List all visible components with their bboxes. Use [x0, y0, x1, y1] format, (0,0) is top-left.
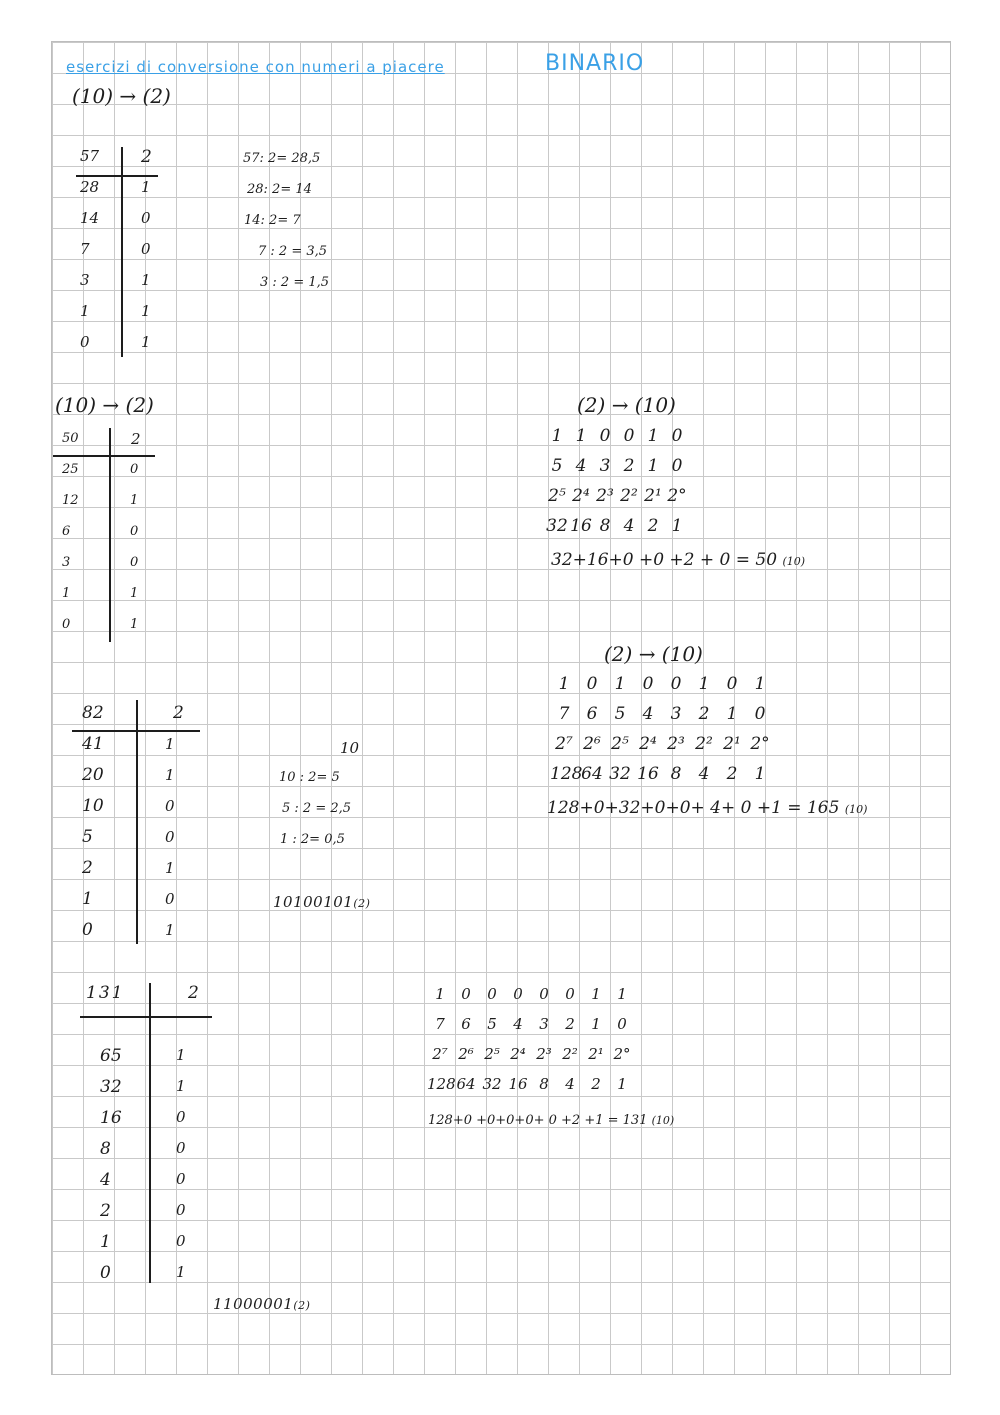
ex2-remainder: 1 [130, 617, 139, 632]
ex3-bit-cell: 0 [599, 426, 611, 446]
ex5-dividend: 1 [82, 889, 93, 909]
ex7-value-cell: 2 [591, 1075, 601, 1093]
ex5-note: 5 : 2 = 2,5 [282, 801, 352, 816]
ex6-vertical-divider [149, 983, 151, 1283]
ex4-power-cell: 2¹ [723, 734, 741, 754]
ex4-position-cell: 3 [670, 704, 682, 724]
ex4-position-cell: 4 [642, 704, 654, 724]
ex7-bit-cell: 0 [513, 985, 523, 1003]
ex1-note: 28: 2= 14 [247, 182, 312, 197]
ex6-remainder: 0 [176, 1170, 186, 1188]
ex1-dividend: 0 [80, 333, 90, 351]
ex3-position-cell: 0 [671, 456, 683, 476]
ex7-bit-cell: 0 [461, 985, 471, 1003]
ex7-power-cell: 2¹ [588, 1045, 604, 1063]
ex4-bit-cell: 0 [586, 674, 598, 694]
ex4-bit-cell: 1 [698, 674, 710, 694]
ex4-value-cell: 64 [581, 764, 603, 784]
ex3-value-cell: 4 [623, 516, 635, 536]
ex5-dividend: 5 [82, 827, 93, 847]
ex7-value-cell: 128 [427, 1075, 456, 1093]
ex6-dividend: 16 [100, 1108, 122, 1128]
ex6-horizontal-divider [80, 1016, 212, 1018]
ex7-power-cell: 2° [613, 1045, 631, 1063]
ex5-result-text: 10100101 [273, 893, 354, 911]
ex3-power-cell: 2⁴ [572, 486, 590, 506]
ex7-bit-cell: 1 [435, 985, 445, 1003]
ex5-remainder: 1 [165, 859, 175, 877]
ex4-bit-cell: 1 [614, 674, 626, 694]
ex4-conversion-label: (2) → (10) [604, 642, 703, 666]
header-title: BINARIO [545, 51, 645, 76]
ex2-divisor: 2 [131, 430, 141, 448]
ex7-position-cell: 6 [461, 1015, 471, 1033]
ex4-position-cell: 5 [614, 704, 626, 724]
ex1-note: 3 : 2 = 1,5 [260, 275, 330, 290]
ex5-divisor: 2 [173, 703, 184, 723]
ex3-value-cell: 32 [546, 516, 568, 536]
ex5-remainder: 0 [165, 828, 175, 846]
ex4-position-cell: 1 [726, 704, 738, 724]
ex5-remainder: 1 [165, 921, 175, 939]
ex1-dividend: 1 [80, 302, 90, 320]
ex3-power-cell: 2¹ [644, 486, 662, 506]
ex6-remainder: 0 [176, 1232, 186, 1250]
ex3-power-cell: 2³ [596, 486, 614, 506]
ex1-note: 14: 2= 7 [244, 213, 301, 228]
ex5-horizontal-divider [72, 730, 200, 732]
ex7-position-cell: 7 [435, 1015, 445, 1033]
ex3-sum [551, 552, 805, 569]
ex6-dividend: 65 [100, 1046, 122, 1066]
ex1-vertical-divider [121, 147, 123, 357]
ex4-value-cell: 2 [726, 764, 738, 784]
ex7-power-cell: 2⁴ [510, 1045, 526, 1063]
ex3-power-cell: 2² [620, 486, 638, 506]
ex4-power-cell: 2² [695, 734, 713, 754]
ex5-remainder: 1 [165, 766, 175, 784]
ex3-position-cell: 5 [551, 456, 563, 476]
ex4-position-cell: 6 [586, 704, 598, 724]
ex4-value-cell: 1 [754, 764, 766, 784]
ex1-dividend: 57 [80, 147, 100, 165]
ex3-position-cell: 4 [575, 456, 587, 476]
ex5-result [273, 895, 370, 910]
ex3-power-cell: 2⁵ [548, 486, 566, 506]
ex7-position-cell: 5 [487, 1015, 497, 1033]
grid-paper-sheet [51, 41, 951, 1375]
ex3-bit-cell: 1 [575, 426, 587, 446]
ex7-bit-cell: 0 [487, 985, 497, 1003]
ex5-remainder: 0 [165, 797, 175, 815]
ex7-bit-cell: 1 [591, 985, 601, 1003]
ex2-dividend: 3 [62, 555, 71, 570]
ex5-result-base: (2) [353, 897, 371, 910]
ex3-sum-base: (10) [782, 555, 806, 568]
ex2-dividend: 12 [62, 493, 79, 508]
ex4-value-cell: 128 [550, 764, 583, 784]
ex6-remainder: 1 [176, 1046, 186, 1064]
ex3-sum-text: 32+16+0 +0 +2 + 0 = 50 [551, 550, 778, 570]
ex1-remainder: 0 [141, 240, 151, 258]
ex1-dividend: 3 [80, 271, 90, 289]
ex7-sum-text: 128+0 +0+0+0+ 0 +2 +1 = 131 [428, 1113, 648, 1128]
ex1-dividend: 7 [80, 240, 90, 258]
ex4-position-cell: 0 [754, 704, 766, 724]
ex5-dividend: 20 [82, 765, 104, 785]
ex1-remainder: 1 [141, 333, 151, 351]
ex4-bit-cell: 1 [754, 674, 766, 694]
ex3-bit-cell: 0 [623, 426, 635, 446]
header-subtitle: esercizi di conversione con numeri a piacere [66, 58, 445, 76]
ex7-power-cell: 2⁷ [432, 1045, 448, 1063]
ex2-dividend: 25 [62, 462, 79, 477]
ex6-remainder: 1 [176, 1263, 186, 1281]
ex7-power-cell: 2³ [536, 1045, 552, 1063]
ex4-bit-cell: 0 [642, 674, 654, 694]
ex6-dividend: 4 [100, 1170, 111, 1190]
ex4-power-cell: 2⁶ [583, 734, 601, 754]
ex6-dividend: 1 [100, 1232, 111, 1252]
ex6-dividend: 8 [100, 1139, 111, 1159]
ex3-value-cell: 16 [570, 516, 592, 536]
ex1-dividend: 14 [80, 209, 100, 227]
ex7-bit-cell: 0 [565, 985, 575, 1003]
ex4-position-cell: 7 [558, 704, 570, 724]
ex3-value-cell: 8 [599, 516, 611, 536]
ex3-position-cell: 1 [647, 456, 659, 476]
ex6-dividend: 32 [100, 1077, 122, 1097]
ex4-value-cell: 32 [609, 764, 631, 784]
ex7-power-cell: 2⁶ [458, 1045, 474, 1063]
ex6-remainder: 0 [176, 1108, 186, 1126]
ex1-note: 7 : 2 = 3,5 [258, 244, 328, 259]
ex5-vertical-divider [136, 700, 138, 944]
ex7-position-cell: 0 [617, 1015, 627, 1033]
ex6-remainder: 0 [176, 1201, 186, 1219]
ex2-dividend: 6 [62, 524, 71, 539]
ex4-bit-cell: 0 [670, 674, 682, 694]
ex7-value-cell: 1 [617, 1075, 627, 1093]
ex1-remainder: 1 [141, 178, 151, 196]
ex5-note: 1 : 2= 0,5 [280, 832, 345, 847]
ex7-value-cell: 64 [456, 1075, 476, 1093]
ex4-power-cell: 2° [750, 734, 770, 754]
ex2-vertical-divider [109, 428, 111, 642]
ex5-remainder: 1 [165, 735, 175, 753]
ex3-bit-cell: 1 [551, 426, 563, 446]
ex2-remainder: 1 [130, 493, 139, 508]
ex4-value-cell: 8 [670, 764, 682, 784]
ex4-sum-text: 128+0+32+0+0+ 4+ 0 +1 = 165 [547, 798, 840, 818]
ex4-value-cell: 16 [637, 764, 659, 784]
ex7-value-cell: 4 [565, 1075, 575, 1093]
ex5-dividend: 10 [82, 796, 104, 816]
ex1-dividend: 28 [80, 178, 100, 196]
ex4-value-cell: 4 [698, 764, 710, 784]
ex6-divisor: 2 [188, 983, 199, 1003]
ex5-dividend: 82 [82, 703, 104, 723]
ex6-result-base: (2) [293, 1299, 311, 1312]
ex7-position-cell: 2 [565, 1015, 575, 1033]
ex4-bit-cell: 0 [726, 674, 738, 694]
ex2-dividend: 1 [62, 586, 71, 601]
ex5-note: 10 : 2= 5 [279, 770, 340, 785]
ex4-sum-base: (10) [844, 803, 868, 816]
ex7-bit-cell: 1 [617, 985, 627, 1003]
ex1-remainder: 1 [141, 271, 151, 289]
ex2-conversion-label: (10) → (2) [55, 393, 154, 417]
ex7-value-cell: 8 [539, 1075, 549, 1093]
ex5-dividend: 2 [82, 858, 93, 878]
ex4-power-cell: 2⁷ [555, 734, 573, 754]
ex1-divisor: 2 [141, 147, 152, 167]
ex4-bit-cell: 1 [558, 674, 570, 694]
ex1-note: 57: 2= 28,5 [243, 151, 321, 166]
ex3-bit-cell: 1 [647, 426, 659, 446]
ex7-bit-cell: 0 [539, 985, 549, 1003]
ex2-remainder: 0 [130, 462, 139, 477]
ex3-value-cell: 1 [671, 516, 683, 536]
ex5-side-title: 10 [340, 739, 360, 757]
ex1-remainder: 1 [141, 302, 151, 320]
ex7-position-cell: 3 [539, 1015, 549, 1033]
ex7-value-cell: 16 [508, 1075, 528, 1093]
ex6-remainder: 0 [176, 1139, 186, 1157]
ex1-remainder: 0 [141, 209, 151, 227]
ex3-position-cell: 3 [599, 456, 611, 476]
ex4-power-cell: 2⁴ [639, 734, 657, 754]
ex4-position-cell: 2 [698, 704, 710, 724]
ex7-sum-base: (10) [651, 1114, 675, 1127]
ex6-remainder: 1 [176, 1077, 186, 1095]
ex6-result-text: 11000001 [213, 1295, 294, 1313]
ex7-position-cell: 4 [513, 1015, 523, 1033]
ex6-result [213, 1297, 310, 1312]
ex2-dividend: 50 [62, 431, 79, 446]
ex6-dividend: 2 [100, 1201, 111, 1221]
ex7-power-cell: 2² [562, 1045, 578, 1063]
ex2-remainder: 0 [130, 524, 139, 539]
ex3-bit-cell: 0 [671, 426, 683, 446]
ex7-value-cell: 32 [482, 1075, 502, 1093]
ex3-value-cell: 2 [647, 516, 659, 536]
ex2-dividend: 0 [62, 617, 71, 632]
ex3-power-cell: 2° [667, 486, 687, 506]
ex1-horizontal-divider [76, 175, 158, 177]
ex7-sum [428, 1114, 674, 1127]
ex2-remainder: 0 [130, 555, 139, 570]
ex3-conversion-label: (2) → (10) [577, 393, 676, 417]
ex2-remainder: 1 [130, 586, 139, 601]
ex7-position-cell: 1 [591, 1015, 601, 1033]
ex4-sum [547, 800, 867, 817]
ex4-power-cell: 2⁵ [611, 734, 629, 754]
ex7-power-cell: 2⁵ [484, 1045, 500, 1063]
ex5-dividend: 41 [82, 734, 104, 754]
ex3-position-cell: 2 [623, 456, 635, 476]
ex2-horizontal-divider [53, 455, 155, 457]
ex1-conversion-label: (10) → (2) [72, 84, 171, 108]
ex4-power-cell: 2³ [667, 734, 685, 754]
ex5-dividend: 0 [82, 920, 93, 940]
ex6-dividend: 0 [100, 1263, 111, 1283]
ex5-remainder: 0 [165, 890, 175, 908]
ex6-dividend-top: 131 [86, 983, 125, 1003]
